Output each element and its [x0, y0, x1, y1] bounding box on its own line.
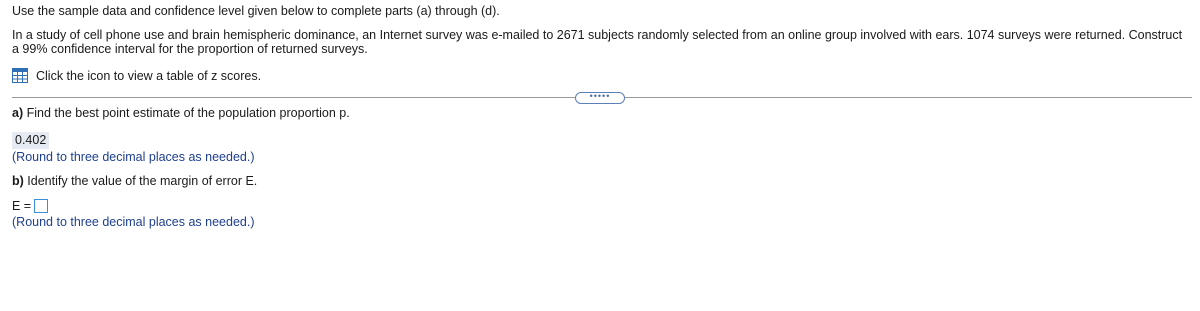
part-b-hint: (Round to three decimal places as needed.)	[12, 215, 255, 229]
part-a-hint: (Round to three decimal places as needed.)	[12, 150, 255, 164]
part-b-question-text: Identify the value of the margin of error E.	[27, 174, 258, 188]
problem-statement: In a study of cell phone use and brain hemispheric dominance, an Internet survey was e-mailed to 2671 subjects randomly selected from an online group involved with ears. 1074 surveys were returned. Construct a 99% confidence interval for the proportion of returned surveys.	[12, 28, 1183, 56]
part-b-label: b)	[12, 174, 24, 188]
part-a-answer[interactable]: 0.402	[12, 132, 49, 149]
part-a-question-text: Find the best point estimate of the population proportion p.	[26, 106, 350, 120]
instructions-text: Use the sample data and confidence level given below to complete parts (a) through (d).	[12, 4, 500, 18]
part-b-question	[12, 174, 257, 188]
margin-of-error-input[interactable]	[34, 199, 48, 213]
table-icon[interactable]	[12, 68, 28, 83]
z-table-link[interactable]: Click the icon to view a table of z scores.	[36, 68, 262, 83]
part-a-label: a)	[12, 106, 24, 120]
margin-of-error-label: E =	[12, 199, 32, 213]
margin-of-error-row	[12, 199, 48, 213]
ellipsis-icon: •••••	[589, 91, 611, 101]
z-table-row	[12, 68, 261, 83]
expand-button[interactable]	[575, 92, 625, 104]
part-a-question	[12, 106, 350, 120]
